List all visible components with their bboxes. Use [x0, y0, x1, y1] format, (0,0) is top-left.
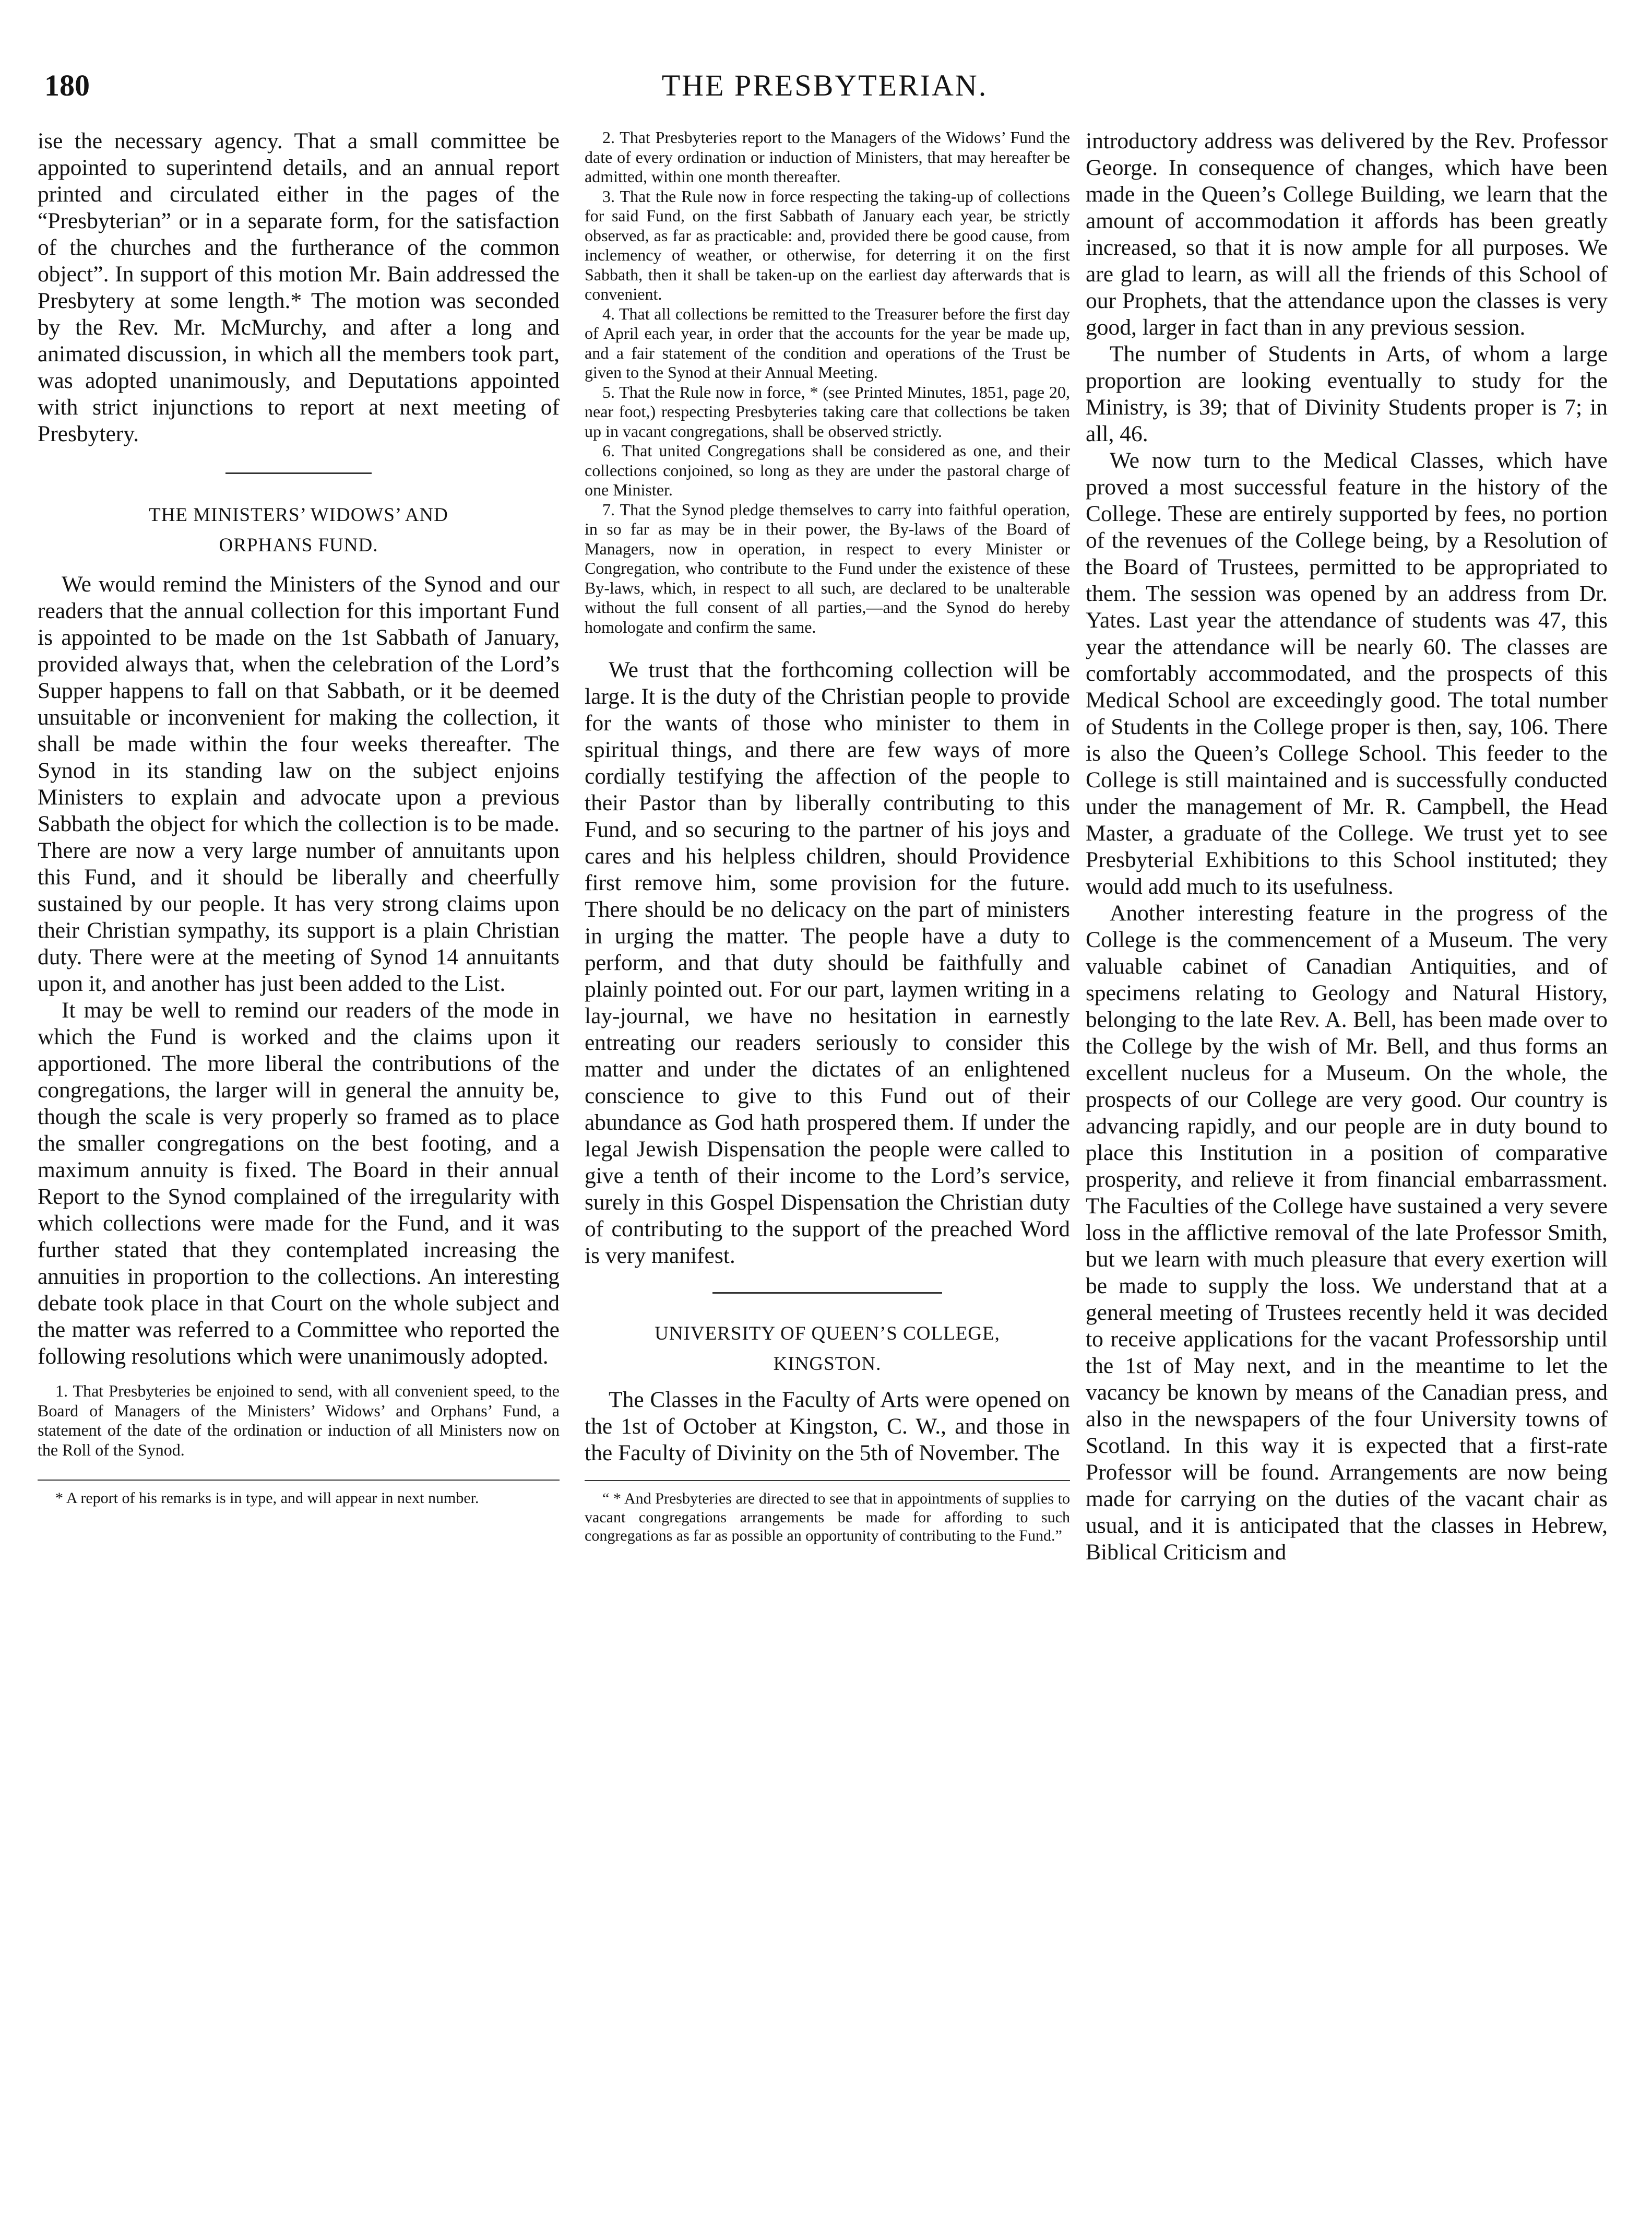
college-paragraph: We now turn to the Medical Classes, which have proved a most successful feature in the history of the College. These are entirely supported by fees, no portion of the revenues of the College being, by a Resolution of the Board of Trustees, permitted to be appropriated to them. The session was opened by an address from Dr. Yates. Last year the attendance of students was 47, this year the attendance will be nearly 60. The classes are comfortably accommodated, and the prospects of this Medical School are exceedingly good. The total number of Students in the College proper is then, say, 106. There is also the Queen’s College School. This feeder to the College is still maintained and is successfully conducted under the management of Mr. R. Campbell, the Head Master, a graduate of the College. We trust yet to see Presbyterial Exhibitions to this School instituted; they would add much to its usefulness.: [1086, 448, 1608, 899]
heading-line: UNIVERSITY OF QUEEN’S COLLEGE,: [655, 1323, 1000, 1344]
resolution-item: 3. That the Rule now in force respecting the taking-up of collections for said Fund, on the first Sabbath of January each year, be strictly observed, as far as practicable: and, provided there be good cause, from inclemency of weather, or otherwise, for deterring it on the first Sabbath, then it shall be taken-up on the earliest day afterwards that is convenient.: [585, 186, 1070, 303]
widows-fund-paragraph: It may be well to remind our readers of the mode in which the Fund is worked and the claims upon it apportioned. The more liberal the contributions of the congregations, the larger will in general the annuity be, though the scale is very properly so framed as to place the smaller congregations on the best footing, and a maximum annuity is fixed. The Board in their annual Report to the Synod complained of the irregularity with which collections were made for the Fund, and it was further stated that they contemplated increasing the annuities in proportion to the collections. An interesting debate took place in that Court on the whole subject and the matter was referred to a Committee who reported the following resolutions which were unanimously adopted.: [38, 998, 560, 1369]
queens-college-heading: [585, 1319, 1070, 1379]
college-paragraph: The number of Students in Arts, of whom a large proportion are looking eventually to study for the Ministry, is 39; that of Divinity Students proper is 7; in all, 46.: [1086, 341, 1608, 446]
running-title: THE PRESBYTERIAN.: [661, 68, 988, 102]
collection-paragraph: We trust that the forthcoming collection will be large. It is the duty of the Christian people to provide for the wants of those who minister to them in spiritual things, and there are few ways of more cordially testifying the affection of the people to their Pastor than by liberally contributing to this Fund, and so securing to the partner of his joys and cares and his helpless children, should Providence first remove him, some provision for the future. There should be no delicacy on the part of ministers in urging the matter. The people have a duty to perform, and that duty should be faithfully and plainly pointed out. For our part, laymen writing in a lay-journal, we have no hesitation in earnestly entreating our readers seriously to consider this matter and under the dictates of an enlightened conscience to give to this Fund out of their abundance as God hath prospered them. If under the legal Jewish Dispensation the people were called to give a tenth of their income to the Lord’s service, surely in this Gospel Dispensation the Christian duty of contributing to the support of the preached Word is very manifest.: [585, 657, 1070, 1268]
left-opening-paragraph: ise the necessary agency. That a small committee be appointed to superintend details, and an annual report printed and circulated either in the pages of the “Presbyterian” or in a separate form, for the satisfaction of the churches and the furtherance of the common object”. In support of this motion Mr. Bain addressed the Presbytery at some length.* The motion was seconded by the Rev. Mr. McMurchy, and after a long and animated discussion, in which all the members took part, was adopted unanimously, and Deputations appointed with strict injunctions to report at next meeting of Presbytery.: [38, 128, 560, 446]
heading-line: KINGSTON.: [773, 1353, 882, 1375]
middle-column: [585, 128, 1070, 1545]
resolution-item: 7. That the Synod pledge themselves to carry into faithful operation, in so far as may be in their power, the By-laws of the Board of Managers, now in operation, in respect to every Minister or Congregation, who contribute to the Fund under the existence of these By-laws, which, in respect to all such, are declared to be unalterable without the full consent of all parties,—and the Synod do hereby homologate and confirm the same.: [585, 500, 1070, 636]
heading-line: ORPHANS FUND.: [219, 535, 378, 556]
widows-fund-heading: [38, 500, 560, 561]
footnote: * A report of his remarks is in type, and will appear in next number.: [55, 1489, 479, 1507]
heading-line: THE MINISTERS’ WIDOWS’ AND: [149, 504, 448, 526]
resolution-item: 1. That Presbyteries be enjoined to send, with all convenient speed, to the Board of Managers of the Ministers’ Widows’ and Orphans’ Fund, a statement of the date of the ordination or induction of all Ministers now on the Roll of the Synod.: [38, 1381, 560, 1459]
resolution-item: 4. That all collections be remitted to the Treasurer before the first day of April each year, in order that the accounts for the year be made up, and a fair statement of the condition and operations of the Trust be given to the Synod at their Annual Meeting.: [585, 304, 1070, 382]
page-header: [44, 68, 1605, 107]
widows-fund-paragraph: We would remind the Ministers of the Synod and our readers that the annual collection for this important Fund is appointed to be made on the 1st Sabbath of January, provided always that, when the celebration of the Lord’s Supper happens to fall on that Sabbath, or it be deemed unsuitable or inconvenient for making the collection, it shall be made within the four weeks thereafter. The Synod in its standing law on the subject enjoins Ministers to explain and advocate upon a previous Sabbath the object for which the collection is to be made. There are now a very large number of annuitants upon this Fund, and it should be liberally and cheerfully sustained by our people. It has very strong claims upon their Christian sympathy, its support is a plain Christian duty. There were at the meeting of Synod 14 annuitants upon it, and another has just been added to the List.: [38, 572, 560, 996]
footnote: “ * And Presbyteries are directed to see that in appointments of supplies to vacant congregations arrangements be made for affording to such congregations as far as possible an opportunity of contributing to the Fund.”: [585, 1490, 1070, 1544]
right-column: [1086, 128, 1608, 1566]
college-paragraph: introductory address was delivered by the Rev. Professor George. In consequence of changes, which have been made in the Queen’s College Building, we learn that the amount of accommodation it affords has been greatly increased, so that it is now ample for all purposes. We are glad to learn, as will all the friends of this School of our Prophets, that the attendance upon the classes is very good, larger in fact than in any previous session.: [1086, 128, 1608, 340]
queens-college-paragraph: The Classes in the Faculty of Arts were opened on the 1st of October at Kingston, C. W., and those in the Faculty of Divinity on the 5th of November. The: [585, 1387, 1070, 1465]
resolution-item: 5. That the Rule now in force, * (see Printed Minutes, 1851, page 20, near foot,) respecting Presbyteries taking care that collections be taken up in vacant congregations, shall be observed strictly.: [585, 382, 1070, 441]
college-paragraph: Another interesting feature in the progress of the College is the commencement of a Museum. The very valuable cabinet of Canadian Antiquities, and of specimens relating to Geology and Natural History, belonging to the late Rev. A. Bell, has been made over to the College by the wish of Mr. Bell, and thus forms an excellent nucleus for a Museum. On the whole, the prospects of our College are very good. Our country is advancing rapidly, and our people are in duty bound to place this Institution in a position of comparative prosperity, and relieve it from financial embarrassment. The Faculties of the College have sustained a very severe loss in the afflictive removal of the late Professor Smith, but we learn with much pleasure that every exertion will be made to supply the loss. We understand that at a general meeting of Trustees recently held it was decided to receive applications for the vacant Professorship until the 1st of May next, and in the meantime to let the vacancy be known by means of the Canadian press, and also in the newspapers of the four University towns of Scotland. In this way it is expected that a first-rate Professor will be found. Arrangements are now being made for carrying on the duties of the vacant chair as usual, and it is anticipated that the classes in Hebrew, Biblical Criticism and: [1086, 901, 1608, 1565]
left-column: [38, 128, 560, 1508]
page-number: 180: [44, 68, 90, 102]
resolution-item: 6. That united Congregations shall be considered as one, and their collections conjoined, so long as they are under the pastoral charge of one Minister.: [585, 441, 1070, 499]
resolution-item: 2. That Presbyteries report to the Managers of the Widows’ Fund the date of every ordination or induction of Ministers, that may hereafter be admitted, within one month thereafter.: [585, 128, 1070, 186]
